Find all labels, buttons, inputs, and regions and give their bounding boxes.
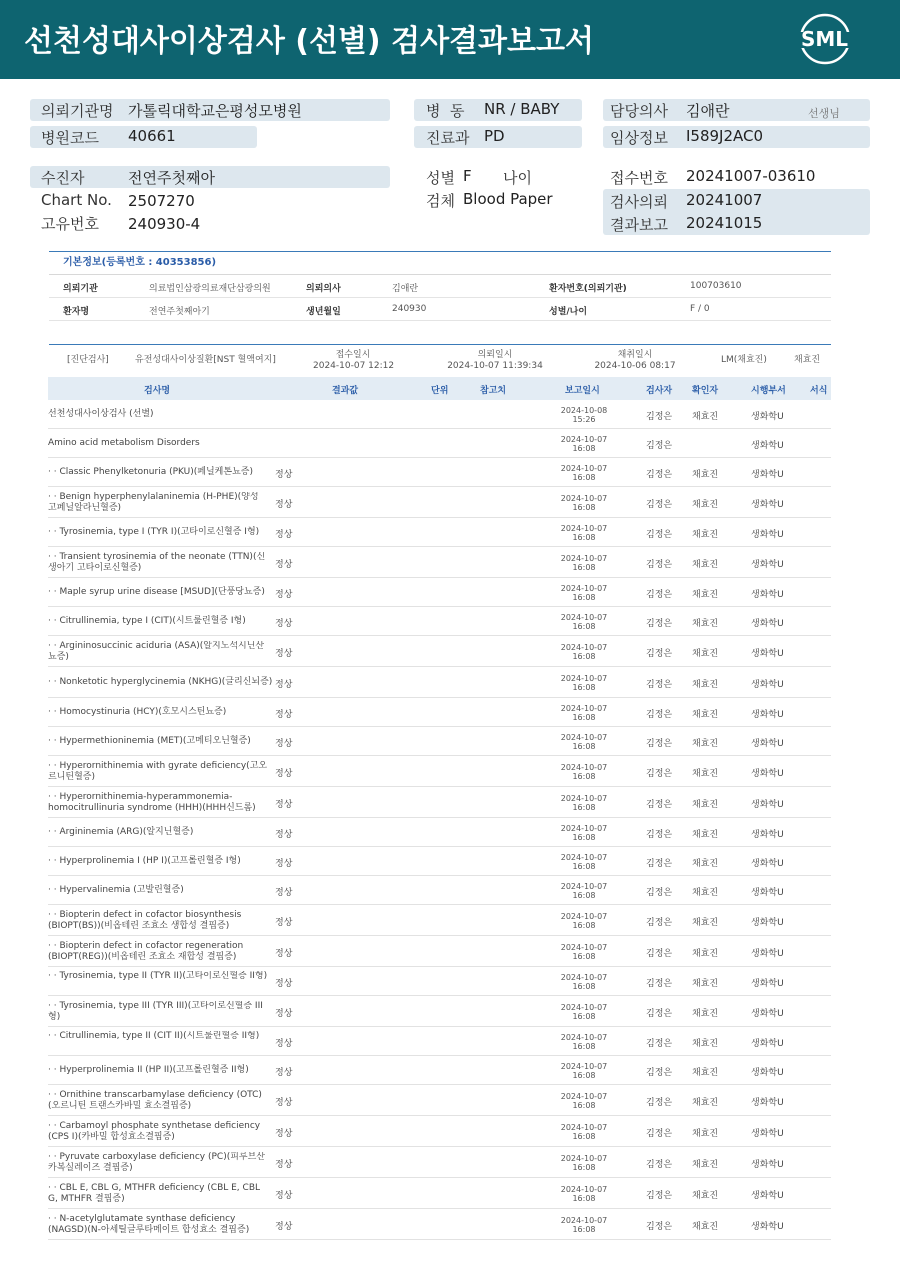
chart-value: 2507270: [128, 192, 195, 210]
department-name: 생화학U: [751, 590, 784, 600]
clinical-label: 임상정보: [610, 129, 668, 147]
report-date: 2024-10-07: [560, 824, 608, 833]
department-name: 생화학U: [751, 470, 784, 480]
report-time: 16:08: [572, 1071, 596, 1080]
department-name: 생화학U: [751, 1191, 784, 1201]
req-date-value: 20241007: [686, 191, 763, 209]
col-checker: 검사자: [646, 386, 673, 396]
doctor-suffix: 선생님: [808, 107, 840, 120]
col-unit: 단위: [431, 386, 449, 396]
result-value: 정상: [275, 830, 293, 840]
department-name: 생화학U: [751, 1068, 784, 1078]
checker-name: 김정은: [646, 769, 673, 779]
col-form: 서식: [810, 386, 828, 396]
department-name: 생화학U: [751, 1098, 784, 1108]
receive-label: 접수일시: [335, 350, 371, 360]
checker-name: 김정은: [646, 1129, 673, 1139]
col-test-name: 검사명: [144, 386, 171, 396]
checker-name: 김정은: [646, 619, 673, 629]
confirmer-name: 채효진: [692, 859, 719, 869]
checker-name: 김정은: [646, 680, 673, 690]
dept-value: PD: [484, 127, 505, 145]
birth-value: 240930: [392, 304, 427, 314]
table-row: [48, 818, 831, 847]
receipt-label: 접수번호: [610, 169, 668, 187]
confirmer-name: 채효진: [692, 560, 719, 570]
table-row: [48, 967, 831, 996]
test-name: · · Argininemia (ARG)(알지닌혈증): [48, 827, 194, 837]
birth-label: 생년월일: [306, 307, 341, 317]
confirmer-name: 채효진: [692, 1129, 719, 1139]
table-row: [48, 1147, 831, 1178]
test-name: · · Carbamoyl phosphate synthetase deficiency (CPS I)(카바밀 합성효소결핍증): [48, 1121, 261, 1142]
report-time: 16:08: [572, 503, 596, 512]
report-time: 16:08: [572, 803, 596, 812]
checker-name: 김정은: [646, 830, 673, 840]
test-name: · · Tyrosinemia, type II (TYR II)(고타이로신혈증 II형): [48, 971, 268, 981]
department-name: 생화학U: [751, 649, 784, 659]
ward-value: NR / BABY: [484, 100, 560, 118]
col-department: 시행부서: [751, 386, 786, 396]
col-result: 결과값: [332, 386, 359, 396]
report-time: 16:08: [572, 1042, 596, 1051]
test-name: · · Homocystinuria (HCY)(호모시스틴뇨증): [48, 707, 227, 717]
department-name: 생화학U: [751, 530, 784, 540]
patient-name-label: 환자명: [63, 307, 90, 317]
confirmer-name: 채효진: [692, 530, 719, 540]
report-time: 16:08: [572, 593, 596, 602]
checker-name: 김정은: [646, 1068, 673, 1078]
report-time: 16:08: [572, 1194, 596, 1203]
test-group: 유전성대사이상질환[NST 혈액여지]: [135, 355, 276, 365]
report-date: 2024-10-07: [560, 794, 608, 803]
report-time: 16:08: [572, 921, 596, 930]
req-date-label: 검사의뢰: [610, 193, 668, 211]
confirmer-name: 채효진: [692, 1039, 719, 1049]
test-name: · · Tyrosinemia, type I (TYR I)(고타이로신혈증 I형): [48, 527, 260, 537]
result-value: 정상: [275, 649, 293, 659]
ward-label: 병 동: [426, 102, 465, 120]
table-row: [48, 1209, 831, 1240]
lm-name: LM(채효진): [721, 355, 767, 365]
result-value: 정상: [275, 1098, 293, 1108]
result-value: 정상: [275, 530, 293, 540]
report-time: 16:08: [572, 563, 596, 572]
checker-name: 김정은: [646, 530, 673, 540]
result-value: 정상: [275, 1129, 293, 1139]
report-time: 16:08: [572, 742, 596, 751]
result-value: 정상: [275, 1068, 293, 1078]
result-value: 정상: [275, 1009, 293, 1019]
department-name: 생화학U: [751, 1222, 784, 1232]
report-date: 2024-10-07: [560, 464, 608, 473]
request-time: 2024-10-07 11:39:34: [447, 361, 543, 371]
checker-name: 김정은: [646, 470, 673, 480]
test-name: · · Hyperprolinemia I (HP I)(고프롤린혈증 I형): [48, 856, 241, 866]
test-name: 선천성대사이상검사 (선별): [48, 409, 154, 419]
req-org-value: 의료법인삼광의료재단삼광의원: [149, 284, 271, 294]
department-name: 생화학U: [751, 739, 784, 749]
checker-name: 김정은: [646, 500, 673, 510]
table-row: [48, 905, 831, 936]
table-row: [48, 936, 831, 967]
checker-name: 김정은: [646, 888, 673, 898]
request-label: 의뢰일시: [477, 350, 513, 360]
basic-info-row: [49, 275, 831, 298]
report-time: 16:08: [572, 862, 596, 871]
confirmer-name: 채효진: [692, 1222, 719, 1232]
diag-category: [진단검사]: [67, 355, 109, 365]
department-name: 생화학U: [751, 680, 784, 690]
report-time: 16:08: [572, 444, 596, 453]
test-name: · · Ornithine transcarbamylase deficiency (OTC)(오르니틴 트랜스카바밀 효소결핍증): [48, 1090, 262, 1111]
result-value: 정상: [275, 560, 293, 570]
result-value: 정상: [275, 1160, 293, 1170]
receive-time: 2024-10-07 12:12: [313, 361, 395, 371]
department-name: 생화학U: [751, 830, 784, 840]
test-name: · · Pyruvate carboxylase deficiency (PC)(피루브산 카복실레이즈 결핍증): [48, 1152, 265, 1173]
hosp-code-value: 40661: [128, 127, 176, 145]
confirmer-name: 채효진: [692, 1068, 719, 1078]
table-row: [48, 636, 831, 667]
specimen-value: Blood Paper: [463, 190, 553, 208]
report-date: 2024-10-07: [560, 1003, 608, 1012]
result-value: 정상: [275, 470, 293, 480]
department-name: 생화학U: [751, 800, 784, 810]
table-row: [48, 847, 831, 876]
checker-name: 김정은: [646, 1191, 673, 1201]
report-time: 16:08: [572, 772, 596, 781]
confirmer-name: 채효진: [794, 355, 821, 365]
test-name: · · Citrullinemia, type I (CIT)(시트룰린혈증 I형): [48, 616, 246, 626]
col-confirmer: 확인자: [692, 386, 719, 396]
report-date-label: 결과보고: [610, 216, 668, 234]
confirmer-name: 채효진: [692, 500, 719, 510]
confirmer-name: 채효진: [692, 949, 719, 959]
doctor-value: 김애란: [686, 102, 730, 120]
department-name: 생화학U: [751, 979, 784, 989]
department-name: 생화학U: [751, 1129, 784, 1139]
test-name: · · N-acetylglutamate synthase deficiency (NAGSD)(N-아세틸글루타메이트 합성효소 결핍증): [48, 1214, 250, 1235]
checker-name: 김정은: [646, 649, 673, 659]
report-date: 2024-10-07: [560, 435, 608, 444]
dept-label: 진료과: [426, 129, 470, 147]
report-date: 2024-10-07: [560, 1092, 608, 1101]
specimen-label: 검체: [426, 192, 455, 210]
confirmer-name: 채효진: [692, 470, 719, 480]
result-value: 정상: [275, 949, 293, 959]
table-row: [48, 1178, 831, 1209]
sex-label: 성별: [426, 169, 455, 187]
test-name: · · Maple syrup urine disease [MSUD](단풍당뇨증): [48, 587, 265, 597]
confirmer-name: 채효진: [692, 619, 719, 629]
sml-logo-text: SML: [801, 27, 849, 51]
report-date: 2024-10-07: [560, 1062, 608, 1071]
result-value: 정상: [275, 739, 293, 749]
test-name: · · Citrullinemia, type II (CIT II)(시트룰린혈증 II형): [48, 1031, 260, 1041]
result-value: 정상: [275, 888, 293, 898]
result-value: 정상: [275, 680, 293, 690]
table-row: [48, 1116, 831, 1147]
report-date: 2024-10-07: [560, 1033, 608, 1042]
confirmer-name: 채효진: [692, 830, 719, 840]
doctor-label: 담당의사: [610, 102, 668, 120]
test-name: · · Classic Phenylketonuria (PKU)(페닐케톤뇨증): [48, 467, 253, 477]
confirmer-name: 채효진: [692, 800, 719, 810]
department-name: 생화학U: [751, 1009, 784, 1019]
department-name: 생화학U: [751, 500, 784, 510]
report-time: 16:08: [572, 713, 596, 722]
report-date: 2024-10-07: [560, 973, 608, 982]
report-date: 2024-10-07: [560, 584, 608, 593]
report-date: 2024-10-07: [560, 494, 608, 503]
department-name: 생화학U: [751, 859, 784, 869]
uid-label: 고유번호: [41, 215, 99, 233]
department-name: 생화학U: [751, 710, 784, 720]
result-value: 정상: [275, 918, 293, 928]
department-name: 생화학U: [751, 412, 784, 422]
req-org-value: 가톨릭대학교은평성모병원: [128, 102, 302, 120]
age-label: 나이: [503, 169, 532, 187]
test-name: · · Hyperprolinemia II (HP II)(고프롤린혈증 II형): [48, 1065, 249, 1075]
report-time: 16:08: [572, 1163, 596, 1172]
checker-name: 김정은: [646, 949, 673, 959]
test-name: · · Biopterin defect in cofactor regeneration (BIOPT(REG))(비옵테린 조효소 재합성 결핍증): [48, 941, 244, 962]
report-header: [0, 0, 900, 79]
checker-name: 김정은: [646, 560, 673, 570]
req-org-label: 의뢰기관: [63, 284, 98, 294]
patient-no-value: 100703610: [690, 281, 742, 291]
report-time: 16:08: [572, 1132, 596, 1141]
col-reference: 참고치: [480, 386, 507, 396]
test-name: Amino acid metabolism Disorders: [48, 438, 200, 448]
col-report-date: 보고일시: [565, 386, 600, 396]
test-name: · · Biopterin defect in cofactor biosynthesis (BIOPT(BS))(비옵테린 조효소 생합성 결핍증): [48, 910, 242, 931]
test-name: · · Transient tyrosinemia of the neonate (TTN)(신생아기 고타이로신혈증): [48, 552, 266, 573]
test-name: · · Benign hyperphenylalaninemia (H-PHE)(양성 고페닐알라닌혈증): [48, 492, 259, 513]
report-time: 16:08: [572, 833, 596, 842]
test-name: · · Nonketotic hyperglycinemia (NKHG)(글리신뇌증): [48, 677, 273, 687]
table-row: [48, 876, 831, 905]
result-value: 정상: [275, 590, 293, 600]
checker-name: 김정은: [646, 1160, 673, 1170]
table-row: [48, 756, 831, 787]
report-date: 2024-10-07: [560, 763, 608, 772]
test-name: · · Hypervalinemia (고발린혈증): [48, 885, 184, 895]
table-row: [48, 578, 831, 607]
result-value: 정상: [275, 859, 293, 869]
result-value: 정상: [275, 500, 293, 510]
department-name: 생화학U: [751, 1039, 784, 1049]
checker-name: 김정은: [646, 859, 673, 869]
department-name: 생화학U: [751, 619, 784, 629]
department-name: 생화학U: [751, 1160, 784, 1170]
table-row: [48, 698, 831, 727]
confirmer-name: 채효진: [692, 739, 719, 749]
req-doctor-label: 의뢰의사: [306, 284, 341, 294]
department-name: 생화학U: [751, 888, 784, 898]
report-date: 2024-10-07: [560, 1123, 608, 1132]
test-name: · · Argininosuccinic aciduria (ASA)(알지노석시닌산뇨증): [48, 641, 265, 662]
table-row: [48, 429, 831, 458]
department-name: 생화학U: [751, 560, 784, 570]
checker-name: 김정은: [646, 739, 673, 749]
test-name: · · Tyrosinemia, type III (TYR III)(고타이로신혈증 III형): [48, 1001, 263, 1022]
result-value: 정상: [275, 1039, 293, 1049]
collect-label: 채취일시: [617, 350, 653, 360]
report-date: 2024-10-07: [560, 853, 608, 862]
table-row: [48, 607, 831, 636]
report-date: 2024-10-07: [560, 524, 608, 533]
order-summary: [49, 344, 831, 377]
confirmer-name: 채효진: [692, 680, 719, 690]
result-value: 정상: [275, 619, 293, 629]
table-row: [48, 400, 831, 429]
report-time: 16:08: [572, 1101, 596, 1110]
sex-value: F: [463, 167, 472, 185]
uid-value: 240930-4: [128, 215, 201, 233]
report-time: 16:08: [572, 622, 596, 631]
confirmer-name: 채효진: [692, 979, 719, 989]
basic-info-table: [49, 251, 831, 321]
department-name: 생화학U: [751, 949, 784, 959]
report-date: 2024-10-07: [560, 882, 608, 891]
result-value: 정상: [275, 769, 293, 779]
report-date: 2024-10-07: [560, 1185, 608, 1194]
checker-name: 김정은: [646, 1039, 673, 1049]
table-row: [48, 996, 831, 1027]
report-time: 16:08: [572, 1225, 596, 1234]
report-time: 16:08: [572, 473, 596, 482]
report-date: 2024-10-07: [560, 613, 608, 622]
confirmer-name: 채효진: [692, 1191, 719, 1201]
checker-name: 김정은: [646, 710, 673, 720]
report-time: 16:08: [572, 982, 596, 991]
table-row: [48, 458, 831, 487]
req-doctor-value: 김애란: [392, 284, 419, 294]
test-name: · · Hypermethioninemia (MET)(고메티오닌혈증): [48, 736, 251, 746]
department-name: 생화학U: [751, 769, 784, 779]
table-row: [48, 487, 831, 518]
report-time: 15:26: [572, 415, 596, 424]
patient-value: 전연주첫째아: [128, 169, 215, 187]
checker-name: 김정은: [646, 412, 673, 422]
checker-name: 김정은: [646, 1222, 673, 1232]
confirmer-name: 채효진: [692, 918, 719, 928]
checker-name: 김정은: [646, 441, 673, 451]
basic-info-row: [49, 298, 831, 321]
results-table-header: [48, 377, 831, 400]
patient-no-label: 환자번호(의뢰기관): [549, 284, 627, 294]
chart-label: Chart No.: [41, 191, 112, 209]
confirmer-name: 채효진: [692, 1160, 719, 1170]
table-row: [48, 1056, 831, 1085]
checker-name: 김정은: [646, 800, 673, 810]
result-value: 정상: [275, 1222, 293, 1232]
report-date: 2024-10-08: [560, 406, 608, 415]
table-row: [48, 547, 831, 578]
report-time: 16:08: [572, 652, 596, 661]
result-value: 정상: [275, 1191, 293, 1201]
report-time: 16:08: [572, 683, 596, 692]
confirmer-name: 채효진: [692, 1098, 719, 1108]
table-row: [48, 667, 831, 698]
department-name: 생화학U: [751, 441, 784, 451]
report-time: 16:08: [572, 533, 596, 542]
confirmer-name: 채효진: [692, 1009, 719, 1019]
test-name: · · Hyperornithinemia-hyperammonemia-homocitrullinuria syndrome (HHH)(HHH신드롬): [48, 792, 256, 813]
sex-age-value: F / 0: [690, 304, 710, 314]
report-date: 2024-10-07: [560, 733, 608, 742]
table-row: [48, 1085, 831, 1116]
checker-name: 김정은: [646, 979, 673, 989]
report-date: 2024-10-07: [560, 943, 608, 952]
confirmer-name: 채효진: [692, 649, 719, 659]
department-name: 생화학U: [751, 918, 784, 928]
checker-name: 김정은: [646, 590, 673, 600]
report-date: 2024-10-07: [560, 554, 608, 563]
checker-name: 김정은: [646, 1098, 673, 1108]
confirmer-name: 채효진: [692, 412, 719, 422]
report-date: 2024-10-07: [560, 912, 608, 921]
table-row: [48, 727, 831, 756]
report-time: 16:08: [572, 891, 596, 900]
basic-info-title: 기본정보(등록번호 : 40353856): [49, 252, 831, 275]
report-date: 2024-10-07: [560, 1154, 608, 1163]
report-date: 2024-10-07: [560, 1216, 608, 1225]
result-value: 정상: [275, 979, 293, 989]
report-date: 2024-10-07: [560, 704, 608, 713]
checker-name: 김정은: [646, 918, 673, 928]
clinical-value: I589J2AC0: [686, 127, 764, 145]
report-date-value: 20241015: [686, 214, 763, 232]
report-date: 2024-10-07: [560, 643, 608, 652]
report-time: 16:08: [572, 952, 596, 961]
receipt-value: 20241007-03610: [686, 167, 816, 185]
test-name: · · Hyperornithinemia with gyrate deficiency(고오르니틴혈증): [48, 761, 268, 782]
confirmer-name: 채효진: [692, 590, 719, 600]
result-value: 정상: [275, 800, 293, 810]
result-value: 정상: [275, 710, 293, 720]
report-title: 선천성대사이상검사 (선별) 검사결과보고서: [24, 24, 594, 59]
table-row: [48, 518, 831, 547]
test-name: · · CBL E, CBL G, MTHFR deficiency (CBL E, CBL G, MTHFR 결핍증): [48, 1183, 261, 1204]
patient-name-value: 전연주첫째아기: [149, 307, 210, 317]
checker-name: 김정은: [646, 1009, 673, 1019]
confirmer-name: 채효진: [692, 769, 719, 779]
hosp-code-label: 병원코드: [41, 129, 99, 147]
collect-time: 2024-10-06 08:17: [594, 361, 676, 371]
report-date: 2024-10-07: [560, 674, 608, 683]
table-row: [48, 787, 831, 818]
report-time: 16:08: [572, 1012, 596, 1021]
confirmer-name: 채효진: [692, 888, 719, 898]
confirmer-name: 채효진: [692, 710, 719, 720]
patient-label: 수진자: [41, 169, 85, 187]
table-row: [48, 1027, 831, 1056]
sex-age-label: 성별/나이: [549, 307, 588, 317]
req-org-label: 의뢰기관명: [41, 102, 114, 120]
